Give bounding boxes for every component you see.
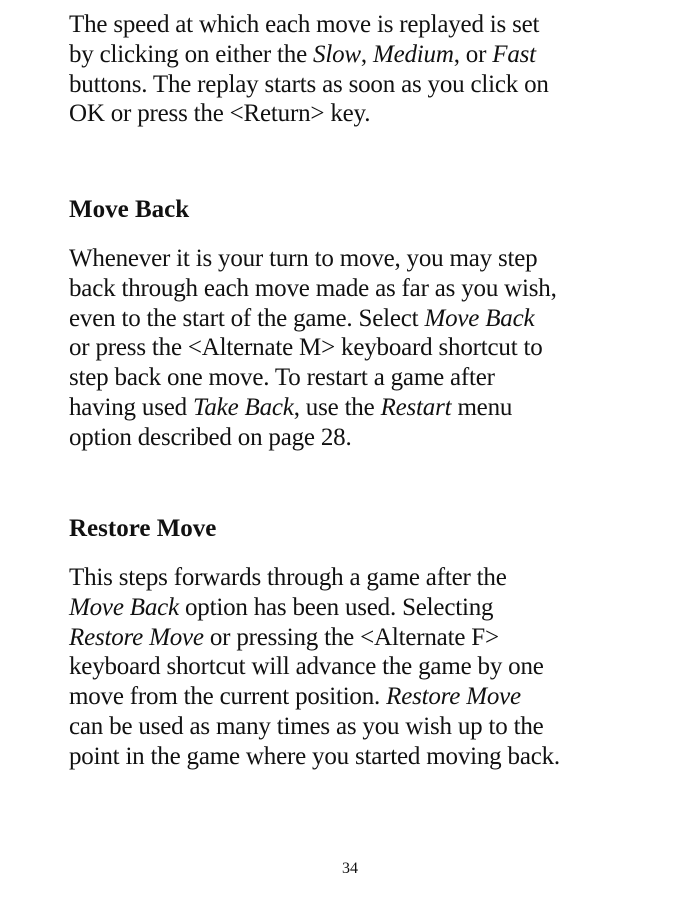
text-run: , use the <box>293 393 381 421</box>
emphasis-move-back: Move Back <box>424 304 535 332</box>
paragraph-restore-move <box>69 563 560 772</box>
text-run: step back one move. To restart a game after <box>69 364 495 392</box>
text-line <box>69 423 557 453</box>
text-run: move from the current position. <box>69 683 387 711</box>
text-run: , <box>360 40 373 68</box>
text-line <box>69 333 557 363</box>
text-line <box>69 652 560 682</box>
emphasis-restore-move: Restore Move <box>69 623 204 651</box>
text-run: Whenever it is your turn to move, you may step <box>69 245 538 272</box>
text-run: or press the <Alternate M> keyboard shortcut to <box>69 334 543 362</box>
emphasis-move-back: Move Back <box>69 593 179 621</box>
emphasis-fast: Fast <box>492 40 536 68</box>
paragraph-replay-speed <box>69 10 549 129</box>
text-line <box>69 363 557 393</box>
text-run: OK or press the <Return> key. <box>69 100 371 128</box>
text-line <box>69 304 557 334</box>
section-heading-move-back: Move Back <box>69 196 190 223</box>
text-run: even to the start of the game. Select <box>69 304 425 332</box>
text-run: back through each move made as far as you wish, <box>69 274 557 302</box>
page-number: 34 <box>342 860 358 877</box>
emphasis-restore-move: Restore Move <box>386 683 521 711</box>
emphasis-take-back: Take Back <box>192 393 294 421</box>
paragraph-move-back <box>69 244 557 453</box>
emphasis-slow: Slow <box>313 40 361 68</box>
text-run: having used <box>69 393 193 421</box>
text-run: point in the game where you started moving back. <box>69 742 560 770</box>
text-line <box>69 274 557 304</box>
text-run: The speed at which each move is replayed is set <box>69 11 540 38</box>
text-run: , or <box>453 40 493 68</box>
text-line <box>69 393 557 423</box>
emphasis-restart: Restart <box>380 393 452 421</box>
text-run: This steps forwards through a game after the <box>69 564 507 591</box>
text-line <box>69 10 549 40</box>
text-run: by clicking on either the <box>69 40 314 68</box>
text-run: can be used as many times as you wish up to the <box>69 712 544 740</box>
text-line <box>69 593 560 623</box>
section-heading-restore-move: Restore Move <box>69 515 217 542</box>
text-run: keyboard shortcut will advance the game by one <box>69 653 544 681</box>
text-line <box>69 40 549 70</box>
text-line <box>69 99 549 129</box>
text-line <box>69 563 560 593</box>
text-run: buttons. The replay starts as soon as you click on <box>69 70 549 98</box>
text-line <box>69 712 560 742</box>
text-run: menu <box>451 393 513 421</box>
text-line <box>69 70 549 100</box>
text-run: or pressing the <Alternate F> <box>203 623 499 651</box>
text-run: option described on page 28. <box>69 423 352 451</box>
text-line <box>69 682 560 712</box>
text-line <box>69 244 557 274</box>
text-line <box>69 742 560 772</box>
emphasis-medium: Medium <box>372 40 454 68</box>
text-line <box>69 623 560 653</box>
text-run: option has been used. Selecting <box>178 593 494 621</box>
